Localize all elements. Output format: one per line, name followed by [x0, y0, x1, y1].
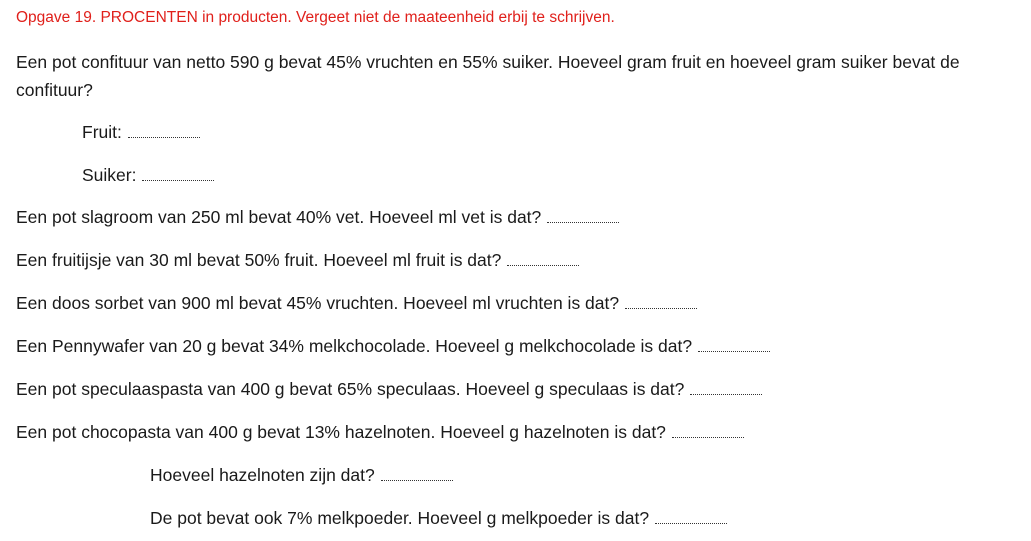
- answer-blank-speculaas[interactable]: [690, 393, 762, 395]
- answer-blank-pennywafer[interactable]: [698, 350, 770, 352]
- question-hazelnoten-text: Hoeveel hazelnoten zijn dat?: [150, 465, 375, 485]
- question-melkpoeder-text: De pot bevat ook 7% melkpoeder. Hoeveel g melkpoeder is dat?: [150, 508, 650, 528]
- question-sorbet: [16, 290, 697, 316]
- question-pennywafer-text: Een Pennywafer van 20 g bevat 34% melkchocolade. Hoeveel g melkchocolade is dat?: [16, 336, 693, 356]
- answer-blank-hazelnoten[interactable]: [381, 479, 453, 481]
- answer-blank-melkpoeder[interactable]: [655, 522, 727, 524]
- question-hazelnoten: [150, 462, 453, 488]
- answer-blank-fruitijsje[interactable]: [507, 264, 579, 266]
- question-confituur: [16, 48, 1028, 104]
- question-slagroom: [16, 204, 619, 230]
- question-speculaas: [16, 376, 762, 402]
- question-chocopasta: [16, 419, 744, 445]
- answer-blank-fruit[interactable]: [128, 136, 200, 138]
- answer-label-fruit: Fruit:: [82, 122, 122, 142]
- answer-blank-sorbet[interactable]: [625, 307, 697, 309]
- question-fruitijsje-text: Een fruitijsje van 30 ml bevat 50% fruit. Hoeveel ml fruit is dat?: [16, 250, 502, 270]
- question-confituur-text: Een pot confituur van netto 590 g bevat 45% vruchten en 55% suiker. Hoeveel gram fruit en hoeveel gram suiker bevat de confituur?: [16, 52, 960, 100]
- answer-blank-chocopasta[interactable]: [672, 436, 744, 438]
- question-fruitijsje: [16, 247, 579, 273]
- question-sorbet-text: Een doos sorbet van 900 ml bevat 45% vruchten. Hoeveel ml vruchten is dat?: [16, 293, 620, 313]
- question-chocopasta-text: Een pot chocopasta van 400 g bevat 13% hazelnoten. Hoeveel g hazelnoten is dat?: [16, 422, 666, 442]
- answer-line-suiker: [82, 162, 214, 188]
- answer-blank-suiker[interactable]: [142, 179, 214, 181]
- question-melkpoeder: [150, 505, 727, 531]
- question-slagroom-text: Een pot slagroom van 250 ml bevat 40% vet. Hoeveel ml vet is dat?: [16, 207, 542, 227]
- question-speculaas-text: Een pot speculaaspasta van 400 g bevat 65% speculaas. Hoeveel g speculaas is dat?: [16, 379, 685, 399]
- answer-label-suiker: Suiker:: [82, 165, 137, 185]
- exercise-title: Opgave 19. PROCENTEN in producten. Vergeet niet de maateenheid erbij te schrijven.: [16, 9, 615, 26]
- answer-blank-slagroom[interactable]: [547, 221, 619, 223]
- question-pennywafer: [16, 333, 770, 359]
- answer-line-fruit: [82, 119, 200, 145]
